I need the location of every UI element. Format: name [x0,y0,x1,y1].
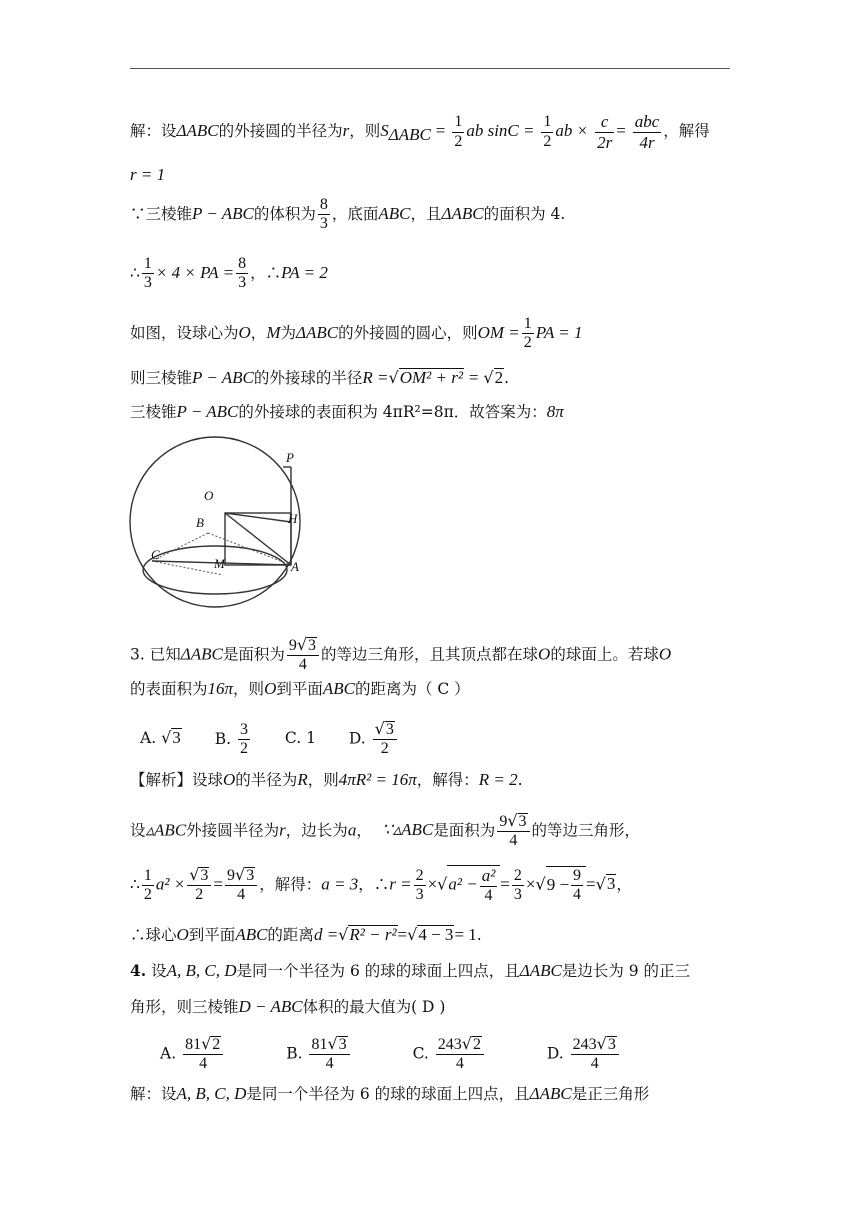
sphere-outline [130,437,300,607]
option-D: D. $\frac{√3}{2}$ [349,720,399,759]
fraction: $\frac{1}{2}$ [543,113,552,150]
label-O: O [204,488,214,503]
problem4-line-2: 角形，则三棱锥D − ABC体积的最大值为( D ) [130,997,446,1016]
solution-line-3: ∵三棱锥P − ABC的体积为 $\frac{8}{3}$ ，底面ABC，且ΔABC的面积为 4. [130,196,566,233]
problem3-solution-2: 设▵ABC外接圆半径为r，边长为a， ∵▵ABC是面积为 $\frac{9√3}{4}$ 的等边三角形， [130,811,641,850]
label-P: P [286,450,294,465]
problem3-line-1: 3. 已知ΔABC是面积为 $\frac{9√3}{4}$ 的等边三角形，且其顶点都在球O的球面上。若球O [130,635,672,674]
solution-line-1: 解：设ΔABC的外接圆的半径为r，则$S_{\Delta ABC}$ = $\frac{1}{2}$ ab sinC = $\frac{1}{2}$ ab × $\frac{c}{2r}$ = $\frac{\text{abc}}{4r}$ ，解得 [130,112,710,152]
option-D: D. $\frac{243√3}{4}$ [547,1035,621,1074]
fraction: $\frac{\text{abc}}{4r}$ [634,112,660,152]
option-C: C. 1 [284,729,316,748]
problem4-solution-1: 解：设A, B, C, D是同一个半径为 6 的球的球面上四点，且ΔABC是正三角形 [130,1084,650,1103]
problem3-solution-4: ∴球心O到平面ABC的距离d =√R² − r²=√4 − 3= 1. [130,925,482,944]
solution-line-5: 如图，设球心为O，M为ΔABC的外接圆的圆心，则OM = $\frac{1}{2}$ PA = 1 [130,315,583,352]
solution-line-7: 三棱锥P − ABC的外接球的表面积为 4πR²=8π．故答案为：8π [130,402,564,421]
label-A: A [291,559,299,574]
option-C: C. $\frac{243√2}{4}$ [413,1035,486,1074]
solution-line-4: ∴ $\frac{1}{3}$ × 4 × PA = $\frac{8}{3}$ ，∴PA = 2 [130,255,328,292]
solution-line-6: 则三棱锥P − ABC的外接球的半径R =√OM² + r² = √2. [130,368,510,387]
option-B: B. $\frac{3}{2}$ [214,720,248,757]
problem3-line-2: 的表面积为16π，则O到平面ABC的距离为（ C ） [130,679,470,698]
option-A: A. $\frac{81√2}{4}$ [160,1035,225,1074]
option-A: A. √3 [140,728,181,748]
header-rule [130,68,730,69]
solution-line-2: r = 1 [130,165,166,184]
problem3-solution-1: 【解析】设球O的半径为R，则4πR² = 16π，解得：R = 2. [130,770,523,789]
label-M: M [214,556,225,571]
label-C: C [151,547,160,562]
label-H: H [288,511,298,526]
problem3-solution-3: ∴ $\frac{1}{2}$ a² × $\frac{√3}{2}$ = $\frac{9√3}{4}$ ，解得：a = 3，∴r = $\frac{2}{3}$ ×√a² − $\frac{\text{a²}}{4}$ = $\frac{2}{3}$ ×√9 − $\frac{9}{4}$ =√3， [130,865,632,904]
problem3-options [140,720,399,759]
option-B: B. $\frac{81√3}{4}$ [286,1035,351,1074]
sphere-figure [128,435,308,610]
label-B: B [196,515,204,530]
fraction: $\frac{c}{2r}$ [597,112,613,152]
problem4-line-1: 4. 设A, B, C, D是同一个半径为 6 的球的球面上四点，且ΔABC是边长为 9 的正三 [130,961,691,980]
problem4-options [160,1035,621,1074]
fraction: $\frac{1}{2}$ [454,113,463,150]
